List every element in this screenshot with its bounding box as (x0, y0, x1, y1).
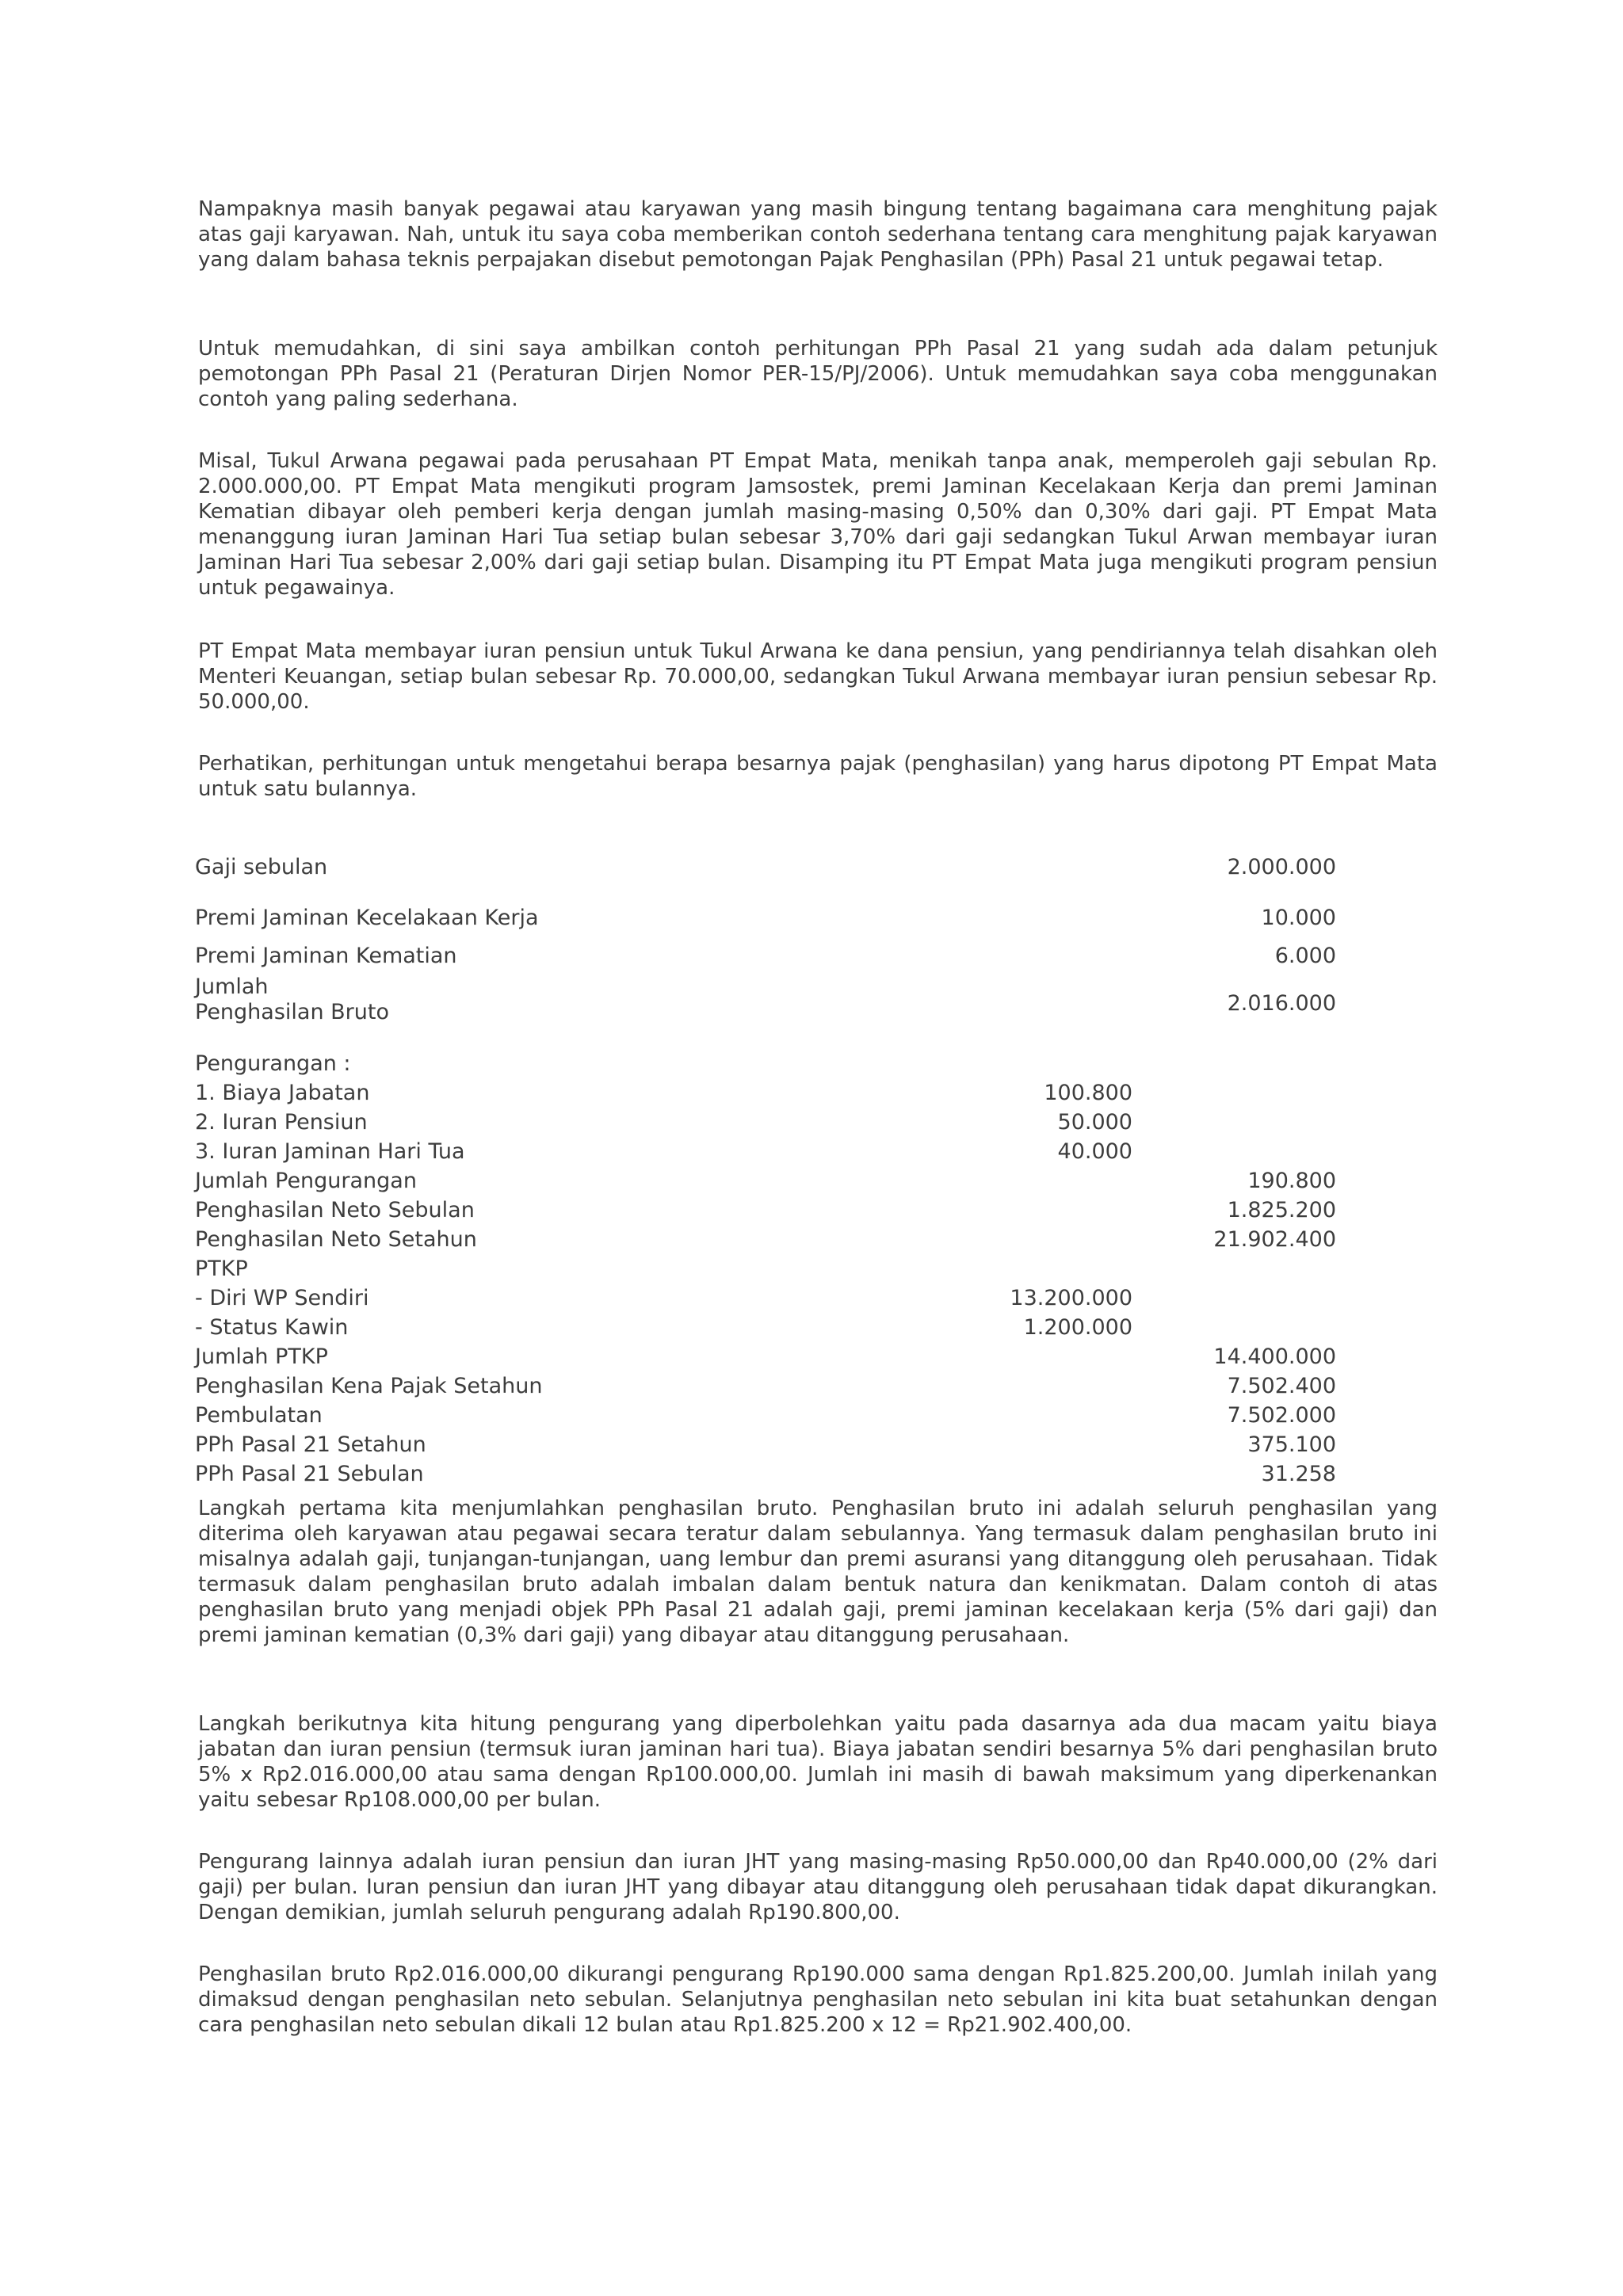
calc-row-amount: 6.000 (1274, 944, 1336, 968)
calc-row (195, 1137, 1146, 1166)
calc-row (195, 1430, 1336, 1459)
calc-row-subtotal: 50.000 (1057, 1110, 1132, 1135)
calc-row-amount: 2.016.000 (1227, 991, 1336, 1016)
calc-row-label: Gaji sebulan (195, 855, 328, 879)
calc-row-amount: 7.502.400 (1227, 1374, 1336, 1398)
calc-row-amount: 31.258 (1261, 1462, 1336, 1486)
example-source-paragraph: Untuk memudahkan, di sini saya ambilkan contoh perhitungan PPh Pasal 21 yang sudah ada dalam petunjuk pemotongan PPh Pasal 21 (Peraturan Dirjen Nomor PER-15/PJ/2006). Untuk memudahkan saya coba menggunakan contoh yang paling sederhana. (198, 337, 1438, 411)
calc-row-amount: 14.400.000 (1213, 1344, 1336, 1369)
calc-row (195, 1166, 1336, 1196)
calc-row (195, 941, 1336, 971)
calc-row (195, 974, 1336, 1030)
calc-row-amount: 10.000 (1261, 906, 1336, 930)
calc-row-label: Premi Jaminan Kecelakaan Kerja (195, 906, 539, 930)
calc-row (195, 1313, 1146, 1342)
calc-row (195, 1225, 1336, 1254)
calc-row-label: - Status Kawin (195, 1315, 349, 1340)
calc-row (195, 1078, 1146, 1108)
calc-row-label: Penghasilan Neto Sebulan (195, 1198, 475, 1222)
calc-row-subtotal: 100.800 (1044, 1081, 1132, 1105)
step-one-paragraph: Langkah pertama kita menjumlahkan penghasilan bruto. Penghasilan bruto ini adalah seluruh penghasilan yang diterima oleh karyawan atau pegawai secara teratur dalam sebulannya. Yang termasuk dalam penghasilan bruto ini misalnya adalah gaji, tunjangan-tunjangan, uang lembur dan premi asuransi yang ditanggung oleh perusahaan. Tidak termasuk dalam penghasilan bruto adalah imbalan dalam bentuk natura dan kenikmatan. Dalam contoh di atas penghasilan bruto yang menjadi objek PPh Pasal 21 adalah gaji, premi jaminan kecelakaan kerja (5% dari gaji) dan premi jaminan kematian (0,3% dari gaji) yang dibayar atau ditanggung perusahaan. (198, 1497, 1438, 1647)
calc-row-amount: 7.502.000 (1227, 1403, 1336, 1428)
calc-row (195, 1342, 1336, 1371)
calc-row (195, 1254, 1146, 1283)
calc-row-label: 1. Biaya Jabatan (195, 1081, 370, 1105)
calc-row-label: - Diri WP Sendiri (195, 1286, 369, 1310)
pension-paragraph: PT Empat Mata membayar iuran pensiun untuk Tukul Arwana ke dana pensiun, yang pendiriannya telah disahkan oleh Menteri Keuangan, setiap bulan sebesar Rp. 70.000,00, sedangkan Tukul Arwana membayar iuran pensiun sebesar Rp. 50.000,00. (198, 639, 1438, 714)
calc-row-subtotal: 1.200.000 (1023, 1315, 1132, 1340)
calc-row-amount: 21.902.400 (1213, 1227, 1336, 1252)
calc-row-amount: 375.100 (1247, 1432, 1336, 1457)
calc-row-amount: 2.000.000 (1227, 855, 1336, 879)
calc-row (195, 903, 1336, 933)
calc-row-label: PPh Pasal 21 Sebulan (195, 1462, 424, 1486)
calc-row (195, 852, 1336, 882)
other-deductions-paragraph: Pengurang lainnya adalah iuran pensiun dan iuran JHT yang masing-masing Rp50.000,00 dan Rp40.000,00 (2% dari gaji) per bulan. Iuran pensiun dan iuran JHT yang dibayar atau ditanggung oleh perusahaan tidak dapat dikurangkan. Dengan demikian, jumlah seluruh pengurang adalah Rp190.800,00. (198, 1850, 1438, 1924)
calc-row (195, 1049, 1146, 1078)
case-description-paragraph: Misal, Tukul Arwana pegawai pada perusahaan PT Empat Mata, menikah tanpa anak, memperoleh gaji sebulan Rp. 2.000.000,00. PT Empat Mata mengikuti program Jamsostek, premi Jaminan Kecelakaan Kerja dan premi Jaminan Kematian dibayar oleh pemberi kerja dengan jumlah masing-masing 0,50% dan 0,30% dari gaji. PT Empat Mata menanggung iuran Jaminan Hari Tua setiap bulan sebesar 3,70% dari gaji sedangkan Tukul Arwan membayar iuran Jaminan Hari Tua sebesar 2,00% dari gaji setiap bulan. Disamping itu PT Empat Mata juga mengikuti program pensiun untuk pegawainya. (198, 449, 1438, 600)
calculation-intro-paragraph: Perhatikan, perhitungan untuk mengetahui berapa besarnya pajak (penghasilan) yang harus dipotong PT Empat Mata untuk satu bulannya. (198, 752, 1438, 801)
calc-row (195, 1401, 1336, 1430)
calc-row-amount: 190.800 (1247, 1169, 1336, 1193)
intro-paragraph: Nampaknya masih banyak pegawai atau karyawan yang masih bingung tentang bagaimana cara menghitung pajak atas gaji karyawan. Nah, untuk itu saya coba memberikan contoh sederhana tentang cara menghitung pajak karyawan yang dalam bahasa teknis perpajakan disebut pemotongan Pajak Penghasilan (PPh) Pasal 21 untuk pegawai tetap. (198, 197, 1438, 272)
calc-row-label: Jumlah PTKP (195, 1344, 328, 1369)
net-income-paragraph: Penghasilan bruto Rp2.016.000,00 dikurangi pengurang Rp190.000 sama dengan Rp1.825.200,00. Jumlah inilah yang dimaksud dengan penghasilan neto sebulan. Selanjutnya penghasilan neto sebulan ini kita buat setahunkan dengan cara penghasilan neto sebulan dikali 12 bulan atau Rp1.825.200 x 12 = Rp21.902.400,00. (198, 1962, 1438, 2037)
calc-row-label: 2. Iuran Pensiun (195, 1110, 368, 1135)
calc-row-subtotal: 40.000 (1057, 1139, 1132, 1164)
calc-row-subtotal: 13.200.000 (1010, 1286, 1132, 1310)
calc-row (195, 1459, 1336, 1489)
calc-row-label: Jumlah Penghasilan Bruto (195, 974, 389, 1024)
calc-row (195, 1108, 1146, 1137)
calc-row-label: 3. Iuran Jaminan Hari Tua (195, 1139, 465, 1164)
step-two-paragraph: Langkah berikutnya kita hitung pengurang yang diperbolehkan yaitu pada dasarnya ada dua macam yaitu biaya jabatan dan iuran pensiun (termsuk iuran jaminan hari tua). Biaya jabatan sendiri besarnya 5% dari penghasilan bruto 5% x Rp2.016.000,00 atau sama dengan Rp100.000,00. Jumlah ini masih di bawah maksimum yang diperkenankan yaitu sebesar Rp108.000,00 per bulan. (198, 1712, 1438, 1812)
calc-row (195, 1371, 1336, 1401)
calc-row-label: Pembulatan (195, 1403, 323, 1428)
calc-row-label: Pengurangan : (195, 1051, 351, 1076)
calc-row-label: Premi Jaminan Kematian (195, 944, 457, 968)
calc-row-label: PTKP (195, 1257, 248, 1281)
calc-row (195, 1283, 1146, 1313)
calc-row-amount: 1.825.200 (1227, 1198, 1336, 1222)
calc-row-label: Penghasilan Neto Setahun (195, 1227, 477, 1252)
calc-row (195, 1196, 1336, 1225)
calc-row-label: PPh Pasal 21 Setahun (195, 1432, 426, 1457)
calc-row-label: Jumlah Pengurangan (195, 1169, 417, 1193)
calc-row-label: Penghasilan Kena Pajak Setahun (195, 1374, 543, 1398)
